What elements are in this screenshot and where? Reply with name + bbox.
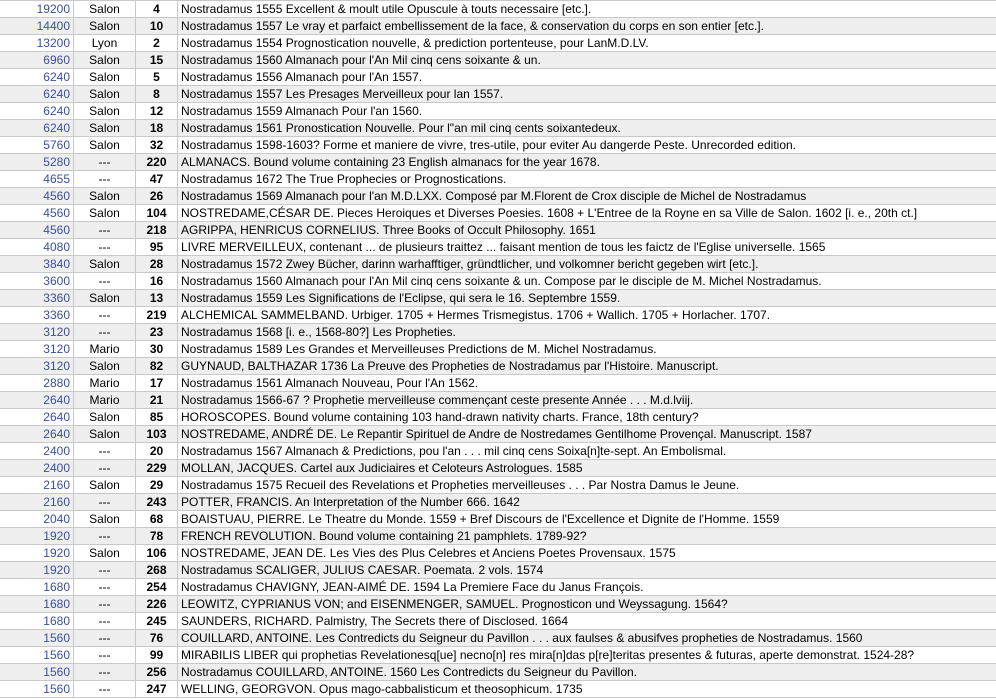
- lot-number-cell[interactable]: 268: [136, 562, 178, 578]
- location-cell[interactable]: Salon: [74, 18, 136, 34]
- table-row[interactable]: [0, 443, 996, 460]
- title-cell[interactable]: Nostradamus 1560 Almanach pour l'An Mil cinq cens soixante & un. Compose par le disciple de M. Michel Nostradamus.: [181, 274, 822, 288]
- location-cell[interactable]: ---: [74, 596, 136, 612]
- lot-number-cell[interactable]: 243: [136, 494, 178, 510]
- title-cell[interactable]: SAUNDERS, RICHARD. Palmistry, The Secrets there of Disclosed. 1664: [181, 614, 569, 628]
- title-cell[interactable]: Nostradamus 1572 Zwey Bücher, darinn warhafftiger, gründtlicher, und volkomner bericht gegeben wirt [etc.].: [181, 257, 759, 271]
- title-cell[interactable]: Nostradamus SCALIGER, JULIUS CAESAR. Poemata. 2 vols. 1574: [181, 563, 544, 577]
- lot-number-cell[interactable]: 30: [136, 341, 178, 357]
- lot-number-cell[interactable]: 68: [136, 511, 178, 527]
- price-cell[interactable]: 4560: [0, 205, 74, 221]
- location-cell[interactable]: Lyon: [74, 35, 136, 51]
- lot-number-cell[interactable]: 4: [136, 1, 178, 17]
- lot-number-cell[interactable]: 5: [136, 69, 178, 85]
- location-cell[interactable]: Salon: [74, 256, 136, 272]
- price-cell[interactable]: 2640: [0, 409, 74, 425]
- lot-number-cell[interactable]: 32: [136, 137, 178, 153]
- title-cell[interactable]: AGRIPPA, HENRICUS CORNELIUS. Three Books of Occult Philosophy. 1651: [181, 223, 596, 237]
- location-cell[interactable]: ---: [74, 681, 136, 697]
- table-row[interactable]: [0, 494, 996, 511]
- table-row[interactable]: [0, 188, 996, 205]
- table-row[interactable]: [0, 273, 996, 290]
- price-cell[interactable]: 5280: [0, 154, 74, 170]
- table-row[interactable]: [0, 341, 996, 358]
- title-cell[interactable]: Nostradamus 1560 Almanach pour l'An Mil cinq cens soixante & un.: [181, 53, 541, 67]
- location-cell[interactable]: Salon: [74, 69, 136, 85]
- price-cell[interactable]: 2400: [0, 443, 74, 459]
- title-cell[interactable]: Nostradamus 1672 The True Prophecies or Prognostications.: [181, 172, 507, 186]
- table-row[interactable]: [0, 86, 996, 103]
- lot-number-cell[interactable]: 95: [136, 239, 178, 255]
- location-cell[interactable]: ---: [74, 494, 136, 510]
- lot-number-cell[interactable]: 229: [136, 460, 178, 476]
- location-cell[interactable]: ---: [74, 579, 136, 595]
- location-cell[interactable]: Salon: [74, 358, 136, 374]
- lot-number-cell[interactable]: 47: [136, 171, 178, 187]
- table-row[interactable]: [0, 18, 996, 35]
- location-cell[interactable]: Salon: [74, 188, 136, 204]
- price-cell[interactable]: 2640: [0, 426, 74, 442]
- table-row[interactable]: [0, 426, 996, 443]
- price-cell[interactable]: 4655: [0, 171, 74, 187]
- location-cell[interactable]: Salon: [74, 477, 136, 493]
- table-row[interactable]: [0, 409, 996, 426]
- lot-number-cell[interactable]: 247: [136, 681, 178, 697]
- price-cell[interactable]: 2040: [0, 511, 74, 527]
- lot-number-cell[interactable]: 220: [136, 154, 178, 170]
- location-cell[interactable]: Salon: [74, 205, 136, 221]
- lot-number-cell[interactable]: 226: [136, 596, 178, 612]
- lot-number-cell[interactable]: 20: [136, 443, 178, 459]
- location-cell[interactable]: ---: [74, 171, 136, 187]
- location-cell[interactable]: Salon: [74, 120, 136, 136]
- table-row[interactable]: [0, 511, 996, 528]
- lot-number-cell[interactable]: 17: [136, 375, 178, 391]
- title-cell[interactable]: Nostradamus 1568 [i. e., 1568-80?] Les Propheties.: [181, 325, 456, 339]
- lot-number-cell[interactable]: 99: [136, 647, 178, 663]
- title-cell[interactable]: LIVRE MERVEILLEUX, contenant ... de plusieurs traittez ... faisant mention de tous les faictz de l'Eglise universelle. 1565: [181, 240, 826, 254]
- price-cell[interactable]: 1560: [0, 630, 74, 646]
- price-cell[interactable]: 1920: [0, 562, 74, 578]
- lot-number-cell[interactable]: 256: [136, 664, 178, 680]
- title-cell[interactable]: Nostradamus 1556 Almanach pour l'An 1557.: [181, 70, 423, 84]
- price-cell[interactable]: 1680: [0, 613, 74, 629]
- title-cell[interactable]: MOLLAN, JACQUES. Cartel aux Judiciaires et Celoteurs Astrologues. 1585: [181, 461, 583, 475]
- table-row[interactable]: [0, 120, 996, 137]
- price-cell[interactable]: 13200: [0, 35, 74, 51]
- title-cell[interactable]: Nostradamus 1555 Excellent & moult utile Opuscule à touts necessaire [etc.].: [181, 2, 592, 16]
- location-cell[interactable]: Salon: [74, 511, 136, 527]
- table-row[interactable]: [0, 375, 996, 392]
- price-cell[interactable]: 1920: [0, 528, 74, 544]
- location-cell[interactable]: ---: [74, 154, 136, 170]
- table-row[interactable]: [0, 35, 996, 52]
- table-row[interactable]: [0, 290, 996, 307]
- location-cell[interactable]: Mario: [74, 392, 136, 408]
- price-cell[interactable]: 3360: [0, 307, 74, 323]
- title-cell[interactable]: HOROSCOPES. Bound volume containing 103 hand-drawn nativity charts. France, 18th century?: [181, 410, 699, 424]
- location-cell[interactable]: Salon: [74, 137, 136, 153]
- price-cell[interactable]: 6240: [0, 69, 74, 85]
- lot-number-cell[interactable]: 16: [136, 273, 178, 289]
- location-cell[interactable]: Mario: [74, 375, 136, 391]
- lot-number-cell[interactable]: 29: [136, 477, 178, 493]
- price-cell[interactable]: 1560: [0, 664, 74, 680]
- location-cell[interactable]: ---: [74, 460, 136, 476]
- price-cell[interactable]: 2400: [0, 460, 74, 476]
- location-cell[interactable]: Salon: [74, 52, 136, 68]
- table-row[interactable]: [0, 52, 996, 69]
- location-cell[interactable]: Salon: [74, 545, 136, 561]
- lot-number-cell[interactable]: 218: [136, 222, 178, 238]
- table-row[interactable]: [0, 256, 996, 273]
- title-cell[interactable]: ALCHEMICAL SAMMELBAND. Urbiger. 1705 + Hermes Trismegistus. 1706 + Wallich. 1705 + Horlacher. 1707.: [181, 308, 771, 322]
- title-cell[interactable]: Nostradamus 1598-1603? Forme et maniere de vivre, tres-utile, pour eviter Au dangerde Peste. Unrecorded edition.: [181, 138, 796, 152]
- lot-number-cell[interactable]: 76: [136, 630, 178, 646]
- location-cell[interactable]: ---: [74, 222, 136, 238]
- table-row[interactable]: [0, 137, 996, 154]
- price-cell[interactable]: 1680: [0, 596, 74, 612]
- lot-number-cell[interactable]: 219: [136, 307, 178, 323]
- table-row[interactable]: [0, 460, 996, 477]
- title-cell[interactable]: GUYNAUD, BALTHAZAR 1736 La Preuve des Propheties de Nostradamus par l'Histoire. Manuscript.: [181, 359, 719, 373]
- title-cell[interactable]: LEOWITZ, CYPRIANUS VON; and EISENMENGER, SAMUEL. Prognosticon und Weyssagung. 1564?: [181, 597, 728, 611]
- price-cell[interactable]: 6960: [0, 52, 74, 68]
- table-row[interactable]: [0, 579, 996, 596]
- price-cell[interactable]: 2160: [0, 494, 74, 510]
- lot-number-cell[interactable]: 2: [136, 35, 178, 51]
- title-cell[interactable]: Nostradamus COUILLARD, ANTOINE. 1560 Les Contredicts du Seigneur du Pavillon.: [181, 665, 637, 679]
- price-cell[interactable]: 2640: [0, 392, 74, 408]
- price-cell[interactable]: 6240: [0, 86, 74, 102]
- lot-number-cell[interactable]: 23: [136, 324, 178, 340]
- price-cell[interactable]: 14400: [0, 18, 74, 34]
- price-cell[interactable]: 3840: [0, 256, 74, 272]
- table-row[interactable]: [0, 528, 996, 545]
- table-row[interactable]: [0, 477, 996, 494]
- title-cell[interactable]: Nostradamus 1554 Prognostication nouvelle, & prediction portenteuse, pour LanM.D.LV.: [181, 36, 649, 50]
- lot-number-cell[interactable]: 15: [136, 52, 178, 68]
- location-cell[interactable]: Mario: [74, 341, 136, 357]
- table-row[interactable]: [0, 205, 996, 222]
- price-cell[interactable]: 6240: [0, 120, 74, 136]
- price-cell[interactable]: 4560: [0, 222, 74, 238]
- lot-number-cell[interactable]: 106: [136, 545, 178, 561]
- location-cell[interactable]: ---: [74, 613, 136, 629]
- location-cell[interactable]: ---: [74, 307, 136, 323]
- price-cell[interactable]: 1680: [0, 579, 74, 595]
- location-cell[interactable]: ---: [74, 324, 136, 340]
- lot-number-cell[interactable]: 254: [136, 579, 178, 595]
- price-cell[interactable]: 2160: [0, 477, 74, 493]
- location-cell[interactable]: ---: [74, 647, 136, 663]
- lot-number-cell[interactable]: 78: [136, 528, 178, 544]
- title-cell[interactable]: Nostradamus 1561 Pronostication Nouvelle. Pour l"an mil cinq cents soixantedeux.: [181, 121, 621, 135]
- price-cell[interactable]: 3120: [0, 358, 74, 374]
- price-cell[interactable]: 19200: [0, 1, 74, 17]
- table-row[interactable]: [0, 1, 996, 18]
- price-cell[interactable]: 3360: [0, 290, 74, 306]
- title-cell[interactable]: BOAISTUAU, PIERRE. Le Theatre du Monde. 1559 + Bref Discours de l'Excellence et Dignite de l'Homme. 1559: [181, 512, 780, 526]
- lot-number-cell[interactable]: 26: [136, 188, 178, 204]
- table-row[interactable]: [0, 307, 996, 324]
- title-cell[interactable]: NOSTREDAME, ANDRÉ DE. Le Repantir Spirituel de Andre de Nostredames Gentilhome Provençal. Manuscript. 1587: [181, 427, 812, 441]
- title-cell[interactable]: NOSTREDAME,CÉSAR DE. Pieces Heroiques et Diverses Poesies. 1608 + L'Entree de la Royne en sa Ville de Salon. 1602 [i. e., 20th ct.]: [181, 206, 918, 220]
- table-row[interactable]: [0, 545, 996, 562]
- title-cell[interactable]: Nostradamus 1589 Les Grandes et Merveilleuses Predictions de M. Michel Nostradamus.: [181, 342, 657, 356]
- table-row[interactable]: [0, 154, 996, 171]
- price-cell[interactable]: 4560: [0, 188, 74, 204]
- location-cell[interactable]: Salon: [74, 86, 136, 102]
- title-cell[interactable]: Nostradamus 1557 Les Presages Merveilleux pour lan 1557.: [181, 87, 504, 101]
- table-row[interactable]: [0, 596, 996, 613]
- table-row[interactable]: [0, 681, 996, 698]
- price-cell[interactable]: 1560: [0, 681, 74, 697]
- table-row[interactable]: [0, 630, 996, 647]
- lot-number-cell[interactable]: 21: [136, 392, 178, 408]
- price-cell[interactable]: 1920: [0, 545, 74, 561]
- table-row[interactable]: [0, 392, 996, 409]
- location-cell[interactable]: Salon: [74, 426, 136, 442]
- location-cell[interactable]: Salon: [74, 409, 136, 425]
- lot-number-cell[interactable]: 10: [136, 18, 178, 34]
- location-cell[interactable]: ---: [74, 239, 136, 255]
- lot-number-cell[interactable]: 245: [136, 613, 178, 629]
- price-cell[interactable]: 1560: [0, 647, 74, 663]
- lot-number-cell[interactable]: 85: [136, 409, 178, 425]
- lot-number-cell[interactable]: 12: [136, 103, 178, 119]
- location-cell[interactable]: ---: [74, 630, 136, 646]
- title-cell[interactable]: POTTER, FRANCIS. An Interpretation of the Number 666. 1642: [181, 495, 520, 509]
- lot-number-cell[interactable]: 8: [136, 86, 178, 102]
- title-cell[interactable]: FRENCH REVOLUTION. Bound volume containing 21 pamphlets. 1789-92?: [181, 529, 587, 543]
- title-cell[interactable]: Nostradamus 1575 Recueil des Revelations et Propheties merveilleuses . . . Par Nostra Damus le Jeune.: [181, 478, 740, 492]
- lot-number-cell[interactable]: 18: [136, 120, 178, 136]
- price-cell[interactable]: 5760: [0, 137, 74, 153]
- title-cell[interactable]: MIRABILIS LIBER qui prophetias Revelationesq[ue] necno[n] res mira[n]das p[re]teritas presentes & futuras, aperte demonstrat. 1524-28?: [181, 648, 915, 662]
- table-row[interactable]: [0, 239, 996, 256]
- title-cell[interactable]: ALMANACS. Bound volume containing 23 English almanacs for the year 1678.: [181, 155, 600, 169]
- price-cell[interactable]: 3120: [0, 324, 74, 340]
- title-cell[interactable]: Nostradamus CHAVIGNY, JEAN-AIMÉ DE. 1594 La Premiere Face du Janus François.: [181, 580, 644, 594]
- title-cell[interactable]: Nostradamus 1557 Le vray et parfaict embellissement de la face, & conservation du corps en son entier [etc.].: [181, 19, 764, 33]
- title-cell[interactable]: WELLING, GEORGVON. Opus mago-cabbalisticum et theosophicum. 1735: [181, 682, 583, 696]
- title-cell[interactable]: Nostradamus 1561 Almanach Nouveau, Pour l'An 1562.: [181, 376, 479, 390]
- location-cell[interactable]: ---: [74, 562, 136, 578]
- price-cell[interactable]: 2880: [0, 375, 74, 391]
- location-cell[interactable]: Salon: [74, 1, 136, 17]
- location-cell[interactable]: ---: [74, 443, 136, 459]
- lot-number-cell[interactable]: 104: [136, 205, 178, 221]
- table-row[interactable]: [0, 69, 996, 86]
- lot-number-cell[interactable]: 82: [136, 358, 178, 374]
- lot-number-cell[interactable]: 28: [136, 256, 178, 272]
- lot-number-cell[interactable]: 13: [136, 290, 178, 306]
- location-cell[interactable]: ---: [74, 528, 136, 544]
- table-row[interactable]: [0, 664, 996, 681]
- table-row[interactable]: [0, 613, 996, 630]
- table-row[interactable]: [0, 324, 996, 341]
- location-cell[interactable]: Salon: [74, 290, 136, 306]
- price-cell[interactable]: 4080: [0, 239, 74, 255]
- location-cell[interactable]: ---: [74, 273, 136, 289]
- table-row[interactable]: [0, 222, 996, 239]
- price-cell[interactable]: 3600: [0, 273, 74, 289]
- title-cell[interactable]: Nostradamus 1559 Almanach Pour l'an 1560.: [181, 104, 423, 118]
- location-cell[interactable]: ---: [74, 664, 136, 680]
- price-cell[interactable]: 3120: [0, 341, 74, 357]
- title-cell[interactable]: NOSTREDAME, JEAN DE. Les Vies des Plus Celebres et Anciens Poetes Provensaux. 1575: [181, 546, 676, 560]
- title-cell[interactable]: Nostradamus 1566-67 ? Prophetie merveilleuse commençant ceste presente Année . . . M.d.lviij.: [181, 393, 694, 407]
- title-cell[interactable]: COUILLARD, ANTOINE. Les Contredicts du Seigneur du Pavillon . . . aux faulses & abusifves propheties de Nostradamus. 1560: [181, 631, 863, 645]
- table-row[interactable]: [0, 103, 996, 120]
- location-cell[interactable]: Salon: [74, 103, 136, 119]
- lot-number-cell[interactable]: 103: [136, 426, 178, 442]
- table-row[interactable]: [0, 647, 996, 664]
- price-cell[interactable]: 6240: [0, 103, 74, 119]
- table-row[interactable]: [0, 171, 996, 188]
- title-cell[interactable]: Nostradamus 1569 Almanach pour l'an M.D.LXX. Composé par M.Florent de Crox disciple de Michel de Nostradamus: [181, 189, 807, 203]
- title-cell[interactable]: Nostradamus 1559 Les Significations de l'Eclipse, qui sera le 16. Septembre 1559.: [181, 291, 621, 305]
- table-row[interactable]: [0, 358, 996, 375]
- title-cell[interactable]: Nostradamus 1567 Almanach & Predictions, pou l'an . . . mil cinq cens Soixa[n]te-sept. An Embolismal.: [181, 444, 727, 458]
- table-row[interactable]: [0, 562, 996, 579]
